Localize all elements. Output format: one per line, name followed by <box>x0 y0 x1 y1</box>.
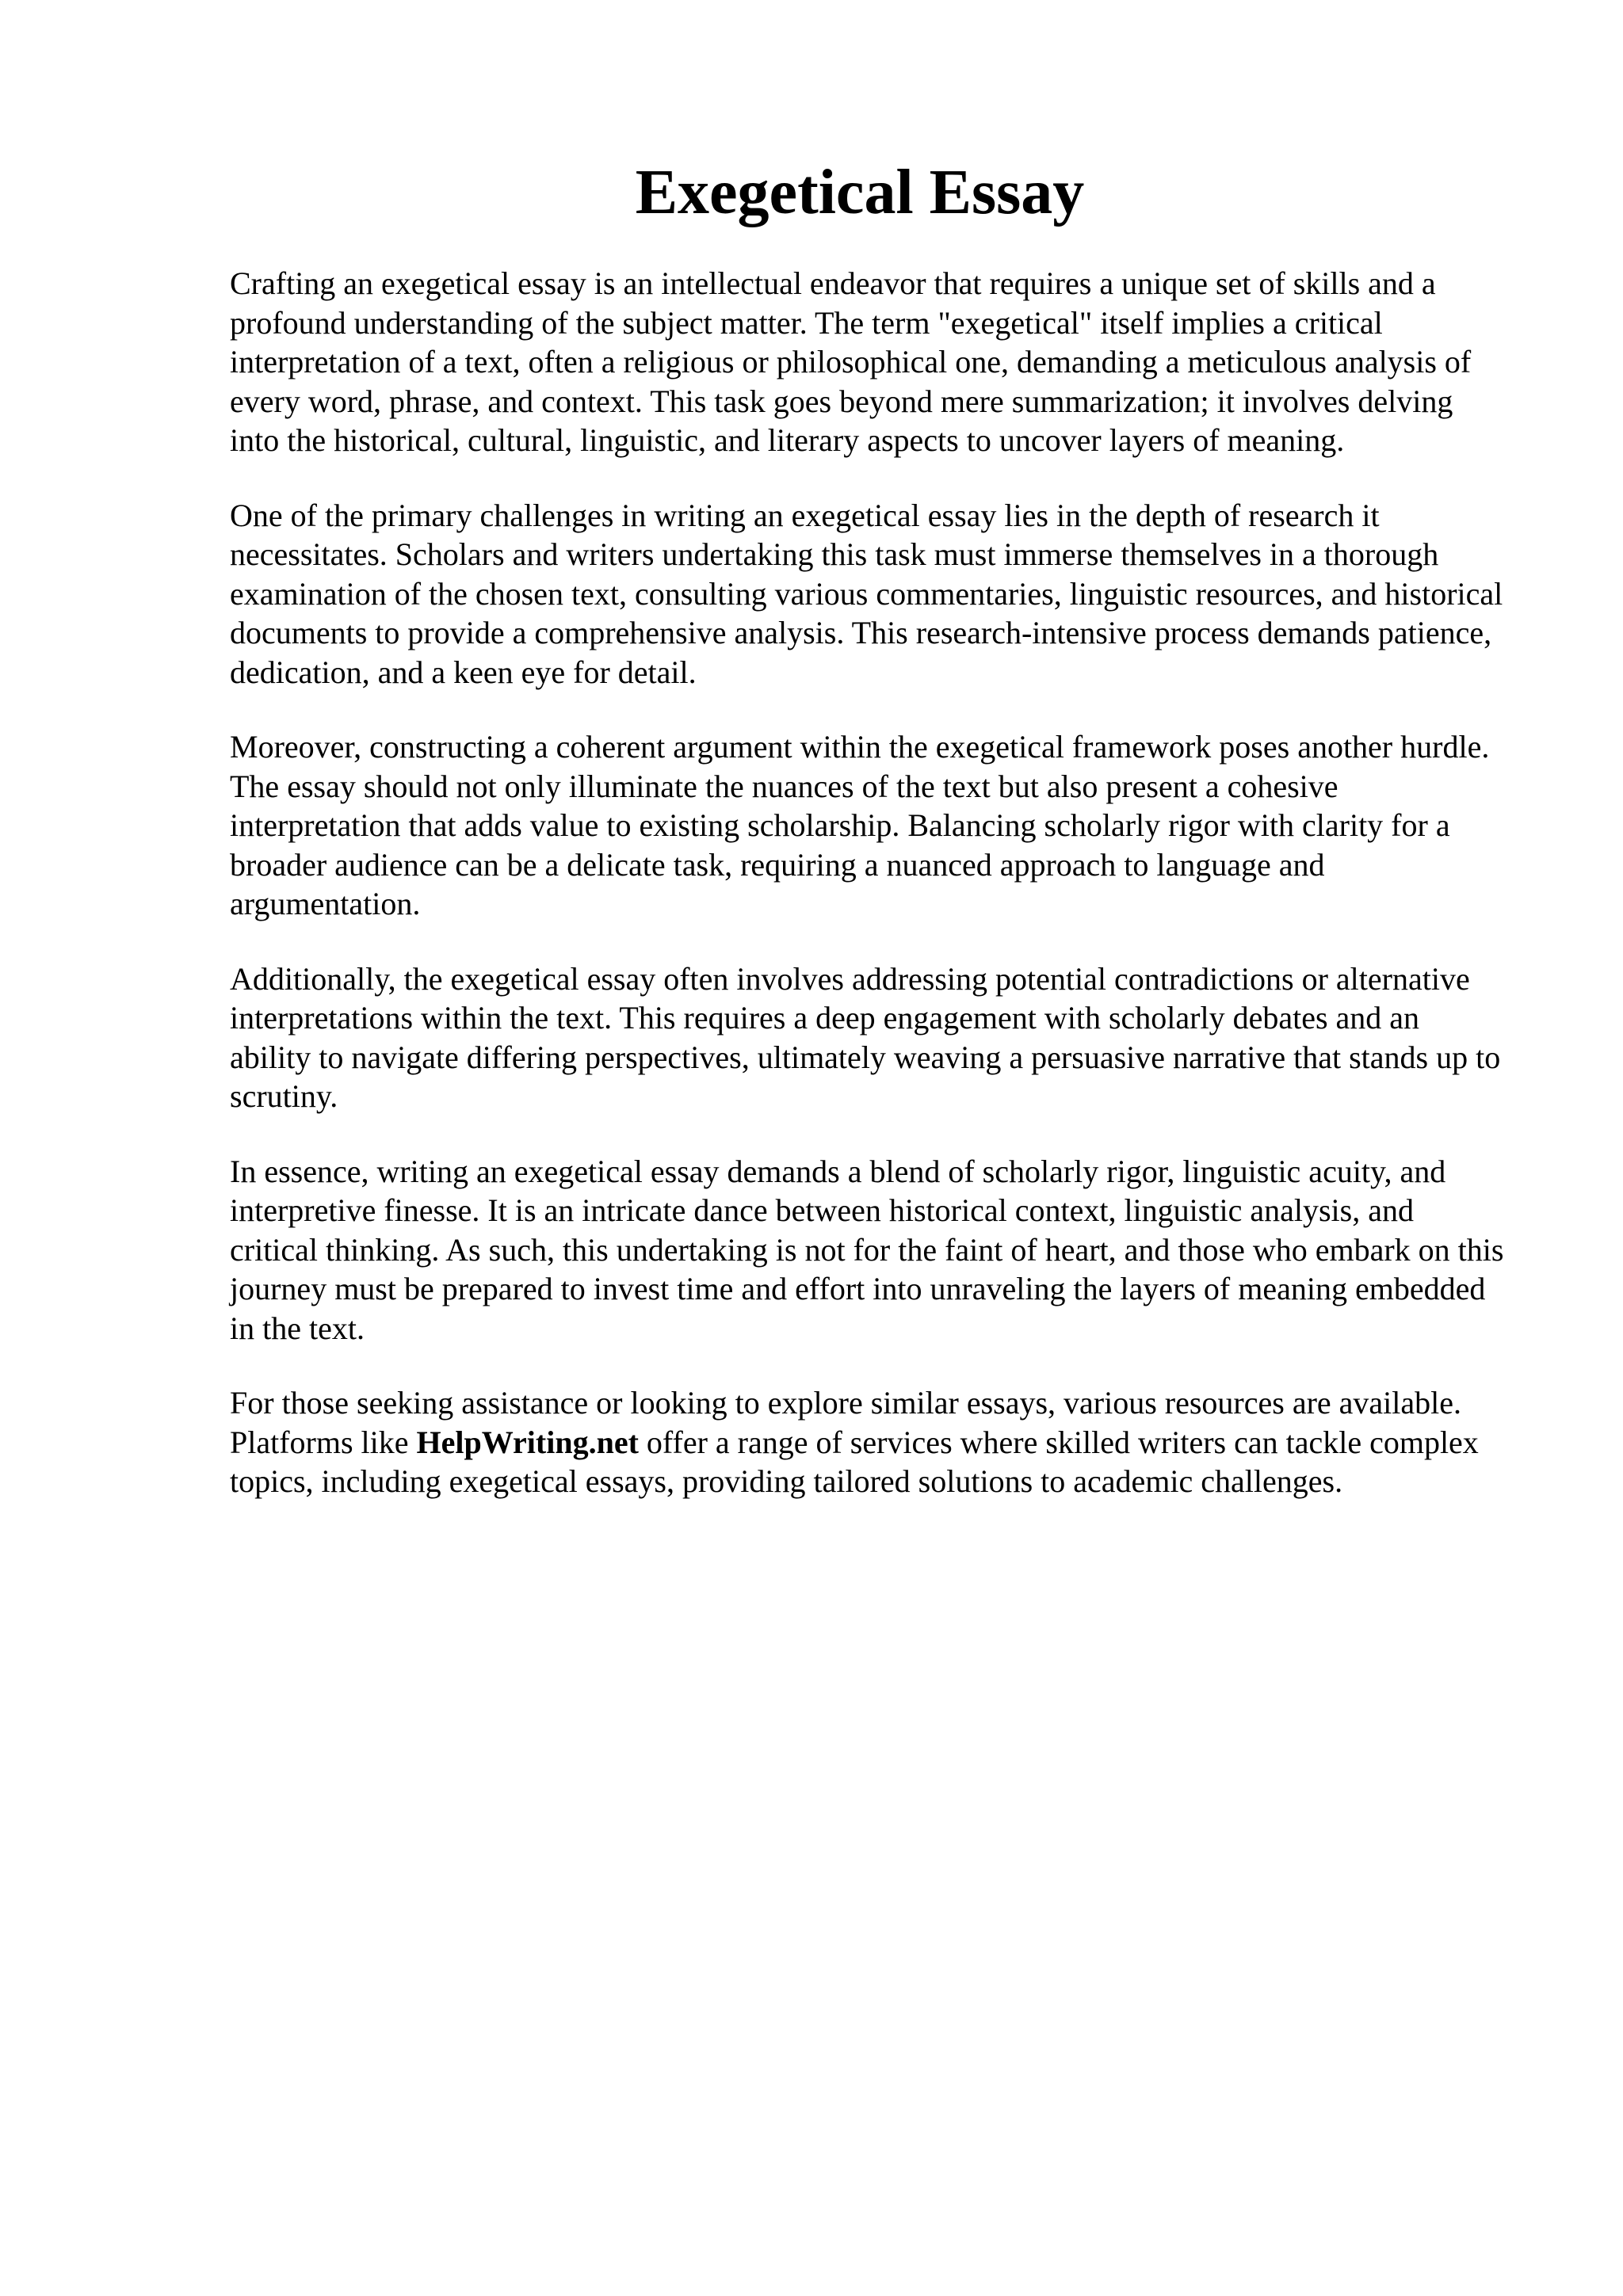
paragraph-4: Additionally, the exegetical essay often involves addressing potential contradictions or alternative interpretations within the text. This requires a deep engagement with scholarly debates and an ability to navigate differing perspectives, ultimately weaving a persuasive narrative that stands up to scrutiny. <box>230 960 1501 1114</box>
paragraph-closing <box>230 1383 1506 1501</box>
paragraph-3: Moreover, constructing a coherent argument within the exegetical framework poses another hurdle. The essay should not only illuminate the nuances of the text but also present a cohesive interpretation that adds value to existing scholarship. Balancing scholarly rigor with clarity for a broader audience can be a delicate task, requiring a nuanced approach to language and argumentation. <box>230 729 1490 921</box>
document-body <box>230 264 1506 1537</box>
paragraph-1: Crafting an exegetical essay is an intellectual endeavor that requires a unique set of skills and a profound understanding of the subject matter. The term "exegetical" itself implies a critical interpretation of a text, often a religious or philosophical one, demanding a meticulous analysis of every word, phrase, and context. This task goes beyond mere summarization; it involves delving into the historical, cultural, linguistic, and literary aspects to uncover layers of meaning. <box>230 265 1472 458</box>
paragraph-5: In essence, writing an exegetical essay demands a blend of scholarly rigor, linguistic acuity, and interpretive finesse. It is an intricate dance between historical context, linguistic analysis, and critical thinking. As such, this undertaking is not for the faint of heart, and those who embark on this journey must be prepared to invest time and effort into unraveling the layers of meaning embedded in the text. <box>230 1153 1504 1346</box>
paragraph-2: One of the primary challenges in writing an exegetical essay lies in the depth of research it necessitates. Scholars and writers undertaking this task must immerse themselves in a thorough examination of the chosen text, consulting various commentaries, linguistic resources, and historical documents to provide a comprehensive analysis. This research-intensive process demands patience, dedication, and a keen eye for detail. <box>230 497 1503 690</box>
brand-name: HelpWriting.net <box>416 1424 639 1460</box>
closing-text-after: offer a range of services where skilled writers can tackle complex topics, including exegetical essays, providing tailored solutions to academic challenges. <box>230 1424 1479 1499</box>
closing-text-before: For those seeking assistance or looking to explore similar essays, various resources are available. Platforms like <box>230 1385 1462 1460</box>
document-title: Exegetical Essay <box>635 158 1085 227</box>
